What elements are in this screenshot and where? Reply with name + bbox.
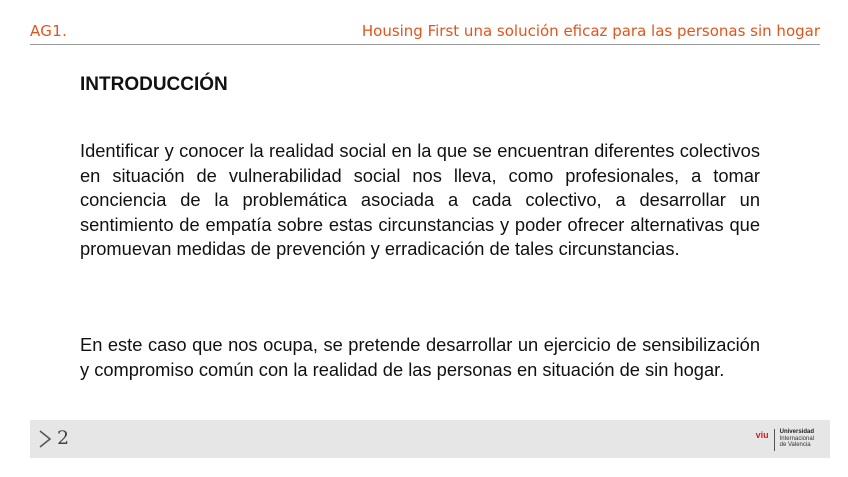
page-number: 2 <box>57 427 70 449</box>
paragraph-objective: En este caso que nos ocupa, se pretende desarrollar un ejercicio de sensibilización y compromiso común con la realidad de las personas en situación de sin hogar. <box>80 334 760 380</box>
chevron-right-icon[interactable] <box>38 429 52 449</box>
logo-line-2: Internacional <box>779 435 814 442</box>
slide-header <box>30 20 820 45</box>
logo-mark: viu <box>755 430 769 440</box>
logo-line-1: Universidad <box>779 429 814 435</box>
logo-divider <box>774 429 775 451</box>
paragraph-introduction: Identificar y conocer la realidad social en la que se encuentran diferentes colectivos en situación de vulnerabilidad social nos lleva, como profesionales, a tomar conciencia de la problemática asociada a cada colectivo, a desarrollar un sentimiento de empatía sobre estas circunstancias y poder ofrecer alternativas que promuevan medidas de prevención y erradicación de tales circunstancias. <box>80 140 760 259</box>
section-heading: INTRODUCCIÓN <box>80 74 228 95</box>
slide-footer <box>30 420 830 458</box>
university-logo <box>756 429 814 451</box>
slide-title: Housing First una solución eficaz para las personas sin hogar <box>361 22 820 40</box>
logo-line-3: de Valencia <box>779 442 811 448</box>
course-code: AG1. <box>30 22 68 40</box>
logo-wordmark <box>780 429 814 449</box>
